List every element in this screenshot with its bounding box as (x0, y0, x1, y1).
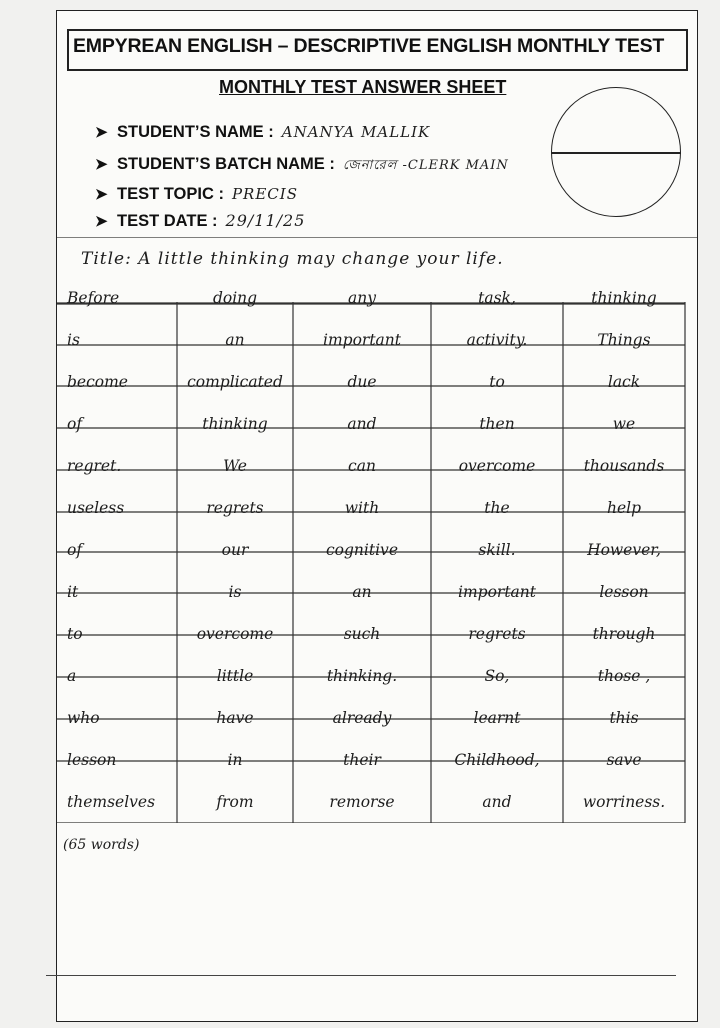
grid-word: thinking (202, 415, 268, 433)
grid-word: overcome (458, 457, 536, 475)
field-label: TEST DATE : (117, 212, 218, 230)
grid-word: already (332, 709, 392, 727)
precis-title: Title: A little thinking may change your life. (81, 249, 504, 269)
grid-word: thinking. (326, 667, 398, 685)
word-count: (65 words) (63, 837, 140, 853)
grid-word: and (482, 793, 512, 811)
word-grid (57, 237, 697, 823)
grid-word: remorse (329, 793, 395, 811)
grid-word: is (67, 331, 80, 349)
grid-word: thinking (591, 289, 657, 307)
grid-word: who (67, 709, 100, 727)
grid-word: such (343, 625, 381, 643)
grid-word: skill. (478, 541, 516, 559)
grid-word: Childhood, (454, 751, 540, 769)
marks-circle-divider (551, 152, 681, 154)
grid-word: learnt (473, 709, 521, 727)
arrow-bullet-icon: ➤ (95, 124, 108, 141)
test-topic-field (95, 185, 298, 204)
grid-word: lesson (67, 751, 117, 769)
grid-word: become (67, 373, 128, 391)
field-label: STUDENT’S NAME : (117, 123, 274, 141)
grid-word: from (216, 793, 254, 811)
grid-word: lesson (599, 583, 649, 601)
batch-name-value: জেনারেল -CLERK MAIN (342, 158, 509, 173)
grid-word: the (484, 499, 510, 517)
grid-word: However, (587, 541, 661, 559)
grid-word: little (216, 667, 254, 685)
arrow-bullet-icon: ➤ (95, 156, 108, 173)
arrow-bullet-icon: ➤ (95, 186, 108, 203)
grid-word: a (67, 667, 77, 685)
arrow-bullet-icon: ➤ (95, 213, 108, 230)
sheet-subtitle: MONTHLY TEST ANSWER SHEET (219, 77, 507, 97)
test-date-value: 29/11/25 (225, 211, 306, 230)
page-title: EMPYREAN ENGLISH – DESCRIPTIVE ENGLISH MONTHLY TEST (73, 35, 665, 57)
field-label: TEST TOPIC : (117, 185, 224, 203)
grid-word: activity. (466, 331, 528, 349)
grid-word: those , (597, 667, 651, 685)
grid-word: regret. (67, 457, 122, 475)
grid-word: cognitive (326, 541, 398, 559)
grid-word: themselves (67, 793, 156, 811)
test-date-field (95, 211, 305, 231)
grid-word: to (67, 625, 83, 643)
grid-word: regrets (468, 625, 526, 643)
student-name-value: ANANYA MALLIK (281, 123, 431, 141)
grid-word: we (612, 415, 636, 433)
grid-word: We (223, 457, 247, 475)
grid-word: any (348, 289, 376, 307)
grid-word: worriness. (582, 793, 666, 811)
grid-word: to (489, 373, 505, 391)
grid-word: an (352, 583, 372, 601)
grid-word: So, (484, 667, 510, 685)
grid-word: is (228, 583, 242, 601)
grid-word: help (606, 499, 642, 517)
grid-word: due (347, 373, 377, 391)
grid-word: important (458, 583, 536, 601)
grid-word: in (227, 751, 243, 769)
grid-word: lack (607, 373, 641, 391)
grid-word: then (479, 415, 515, 433)
grid-word: it (67, 583, 79, 601)
student-name-field (95, 123, 430, 142)
grid-word: doing (212, 289, 258, 307)
grid-word: an (225, 331, 245, 349)
grid-word: of (67, 415, 83, 433)
grid-word: task, (478, 289, 516, 307)
test-topic-value: PRECIS (231, 185, 298, 203)
grid-word: their (343, 751, 381, 769)
grid-word: and (347, 415, 377, 433)
grid-word: can (348, 457, 376, 475)
grid-word: our (221, 541, 249, 559)
batch-name-field (95, 155, 509, 177)
field-label: STUDENT’S BATCH NAME : (117, 155, 335, 173)
grid-word: complicated (187, 373, 283, 391)
grid-word: Before (67, 289, 120, 307)
grid-word: regrets (206, 499, 264, 517)
grid-word: this (609, 709, 639, 727)
bottom-rule (46, 975, 676, 976)
grid-word: have (216, 709, 254, 727)
grid-word: save (606, 751, 642, 769)
grid-word: through (592, 625, 656, 643)
grid-word: of (67, 541, 83, 559)
grid-word: Things (597, 331, 651, 349)
grid-word: important (323, 331, 401, 349)
answer-sheet (56, 10, 698, 1022)
grid-word: thousands (583, 457, 665, 475)
grid-word: with (344, 499, 380, 517)
grid-word: useless (67, 499, 125, 517)
grid-word: overcome (196, 625, 274, 643)
